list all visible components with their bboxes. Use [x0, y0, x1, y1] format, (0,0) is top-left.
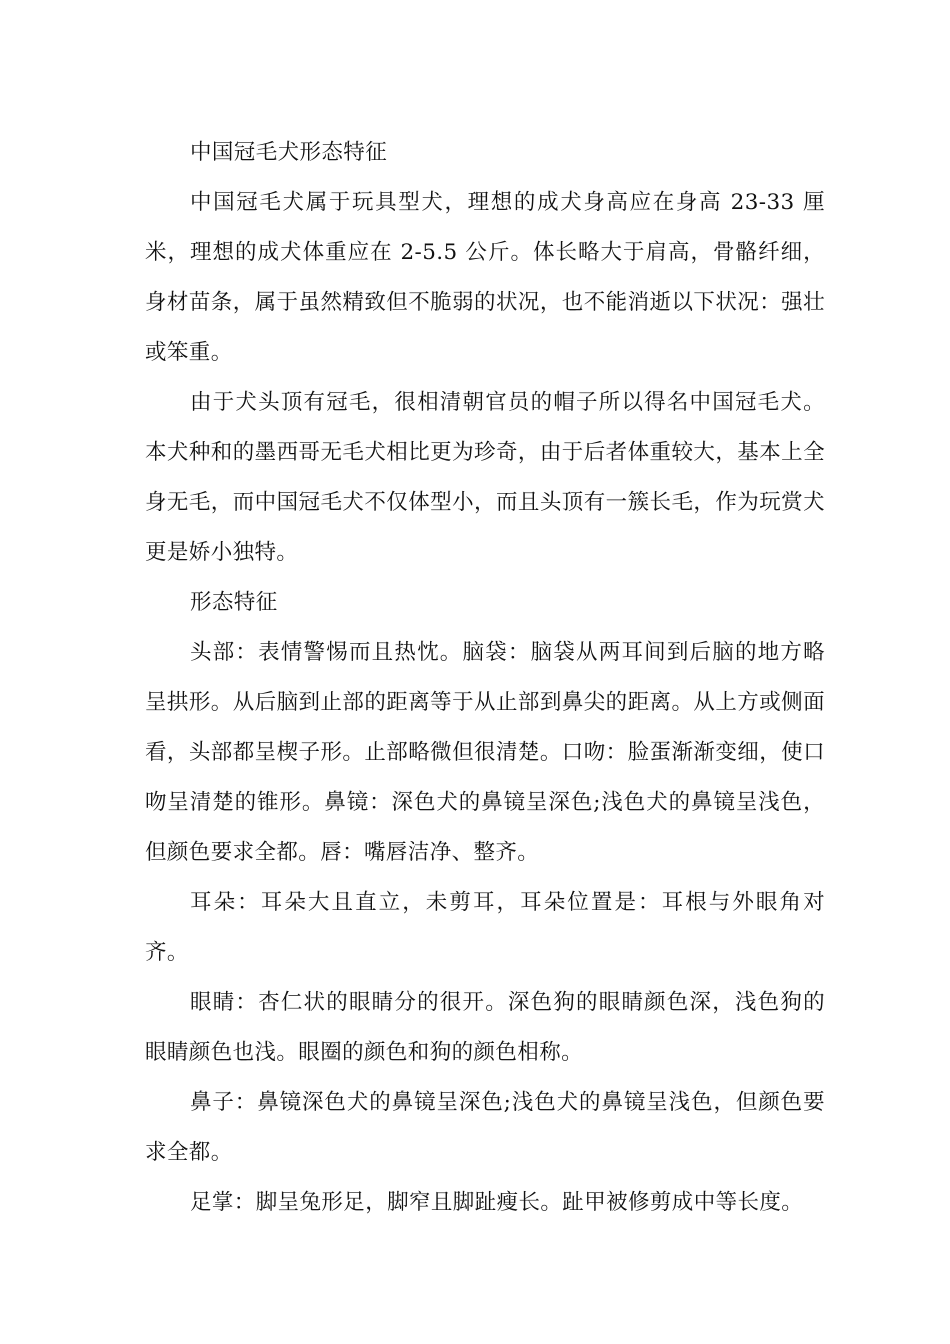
feature-ears-paragraph: 耳朵：耳朵大且直立，未剪耳，耳朵位置是：耳根与外眼角对齐。: [145, 890, 825, 965]
section-heading: 形态特征: [190, 590, 278, 615]
feature-nose-paragraph: 鼻子：鼻镜深色犬的鼻镜呈深色;浅色犬的鼻镜呈浅色，但颜色要求全都。: [145, 1090, 825, 1165]
intro-paragraph: 中国冠毛犬属于玩具型犬，理想的成犬身高应在身高 23-33 厘米，理想的成犬体重应在 2-5.5 公斤。体长略大于肩高，骨骼纤细，身材苗条，属于虽然精致但不脆弱的状况，也不能消逝以下状况：强壮或笨重。: [145, 190, 825, 365]
document-title: 中国冠毛犬形态特征: [190, 140, 388, 165]
feature-eyes-paragraph: 眼睛：杏仁状的眼睛分的很开。深色狗的眼睛颜色深，浅色狗的眼睛颜色也浅。眼圈的颜色和狗的颜色相称。: [145, 990, 825, 1065]
origin-paragraph: 由于犬头顶有冠毛，很相清朝官员的帽子所以得名中国冠毛犬。本犬种和的墨西哥无毛犬相比更为珍奇，由于后者体重较大，基本上全身无毛，而中国冠毛犬不仅体型小，而且头顶有一簇长毛，作为玩赏犬更是娇小独特。: [145, 390, 825, 565]
feature-head-paragraph: 头部：表情警惕而且热忱。脑袋：脑袋从两耳间到后脑的地方略呈拱形。从后脑到止部的距离等于从止部到鼻尖的距离。从上方或侧面看，头部都呈楔子形。止部略微但很清楚。口吻：脸蛋渐渐变细，使口吻呈清楚的锥形。鼻镜：深色犬的鼻镜呈深色;浅色犬的鼻镜呈浅色，但颜色要求全都。唇：嘴唇洁净、整齐。: [145, 640, 825, 865]
feature-feet-paragraph: 足掌：脚呈兔形足，脚窄且脚趾瘦长。趾甲被修剪成中等长度。: [190, 1190, 804, 1215]
